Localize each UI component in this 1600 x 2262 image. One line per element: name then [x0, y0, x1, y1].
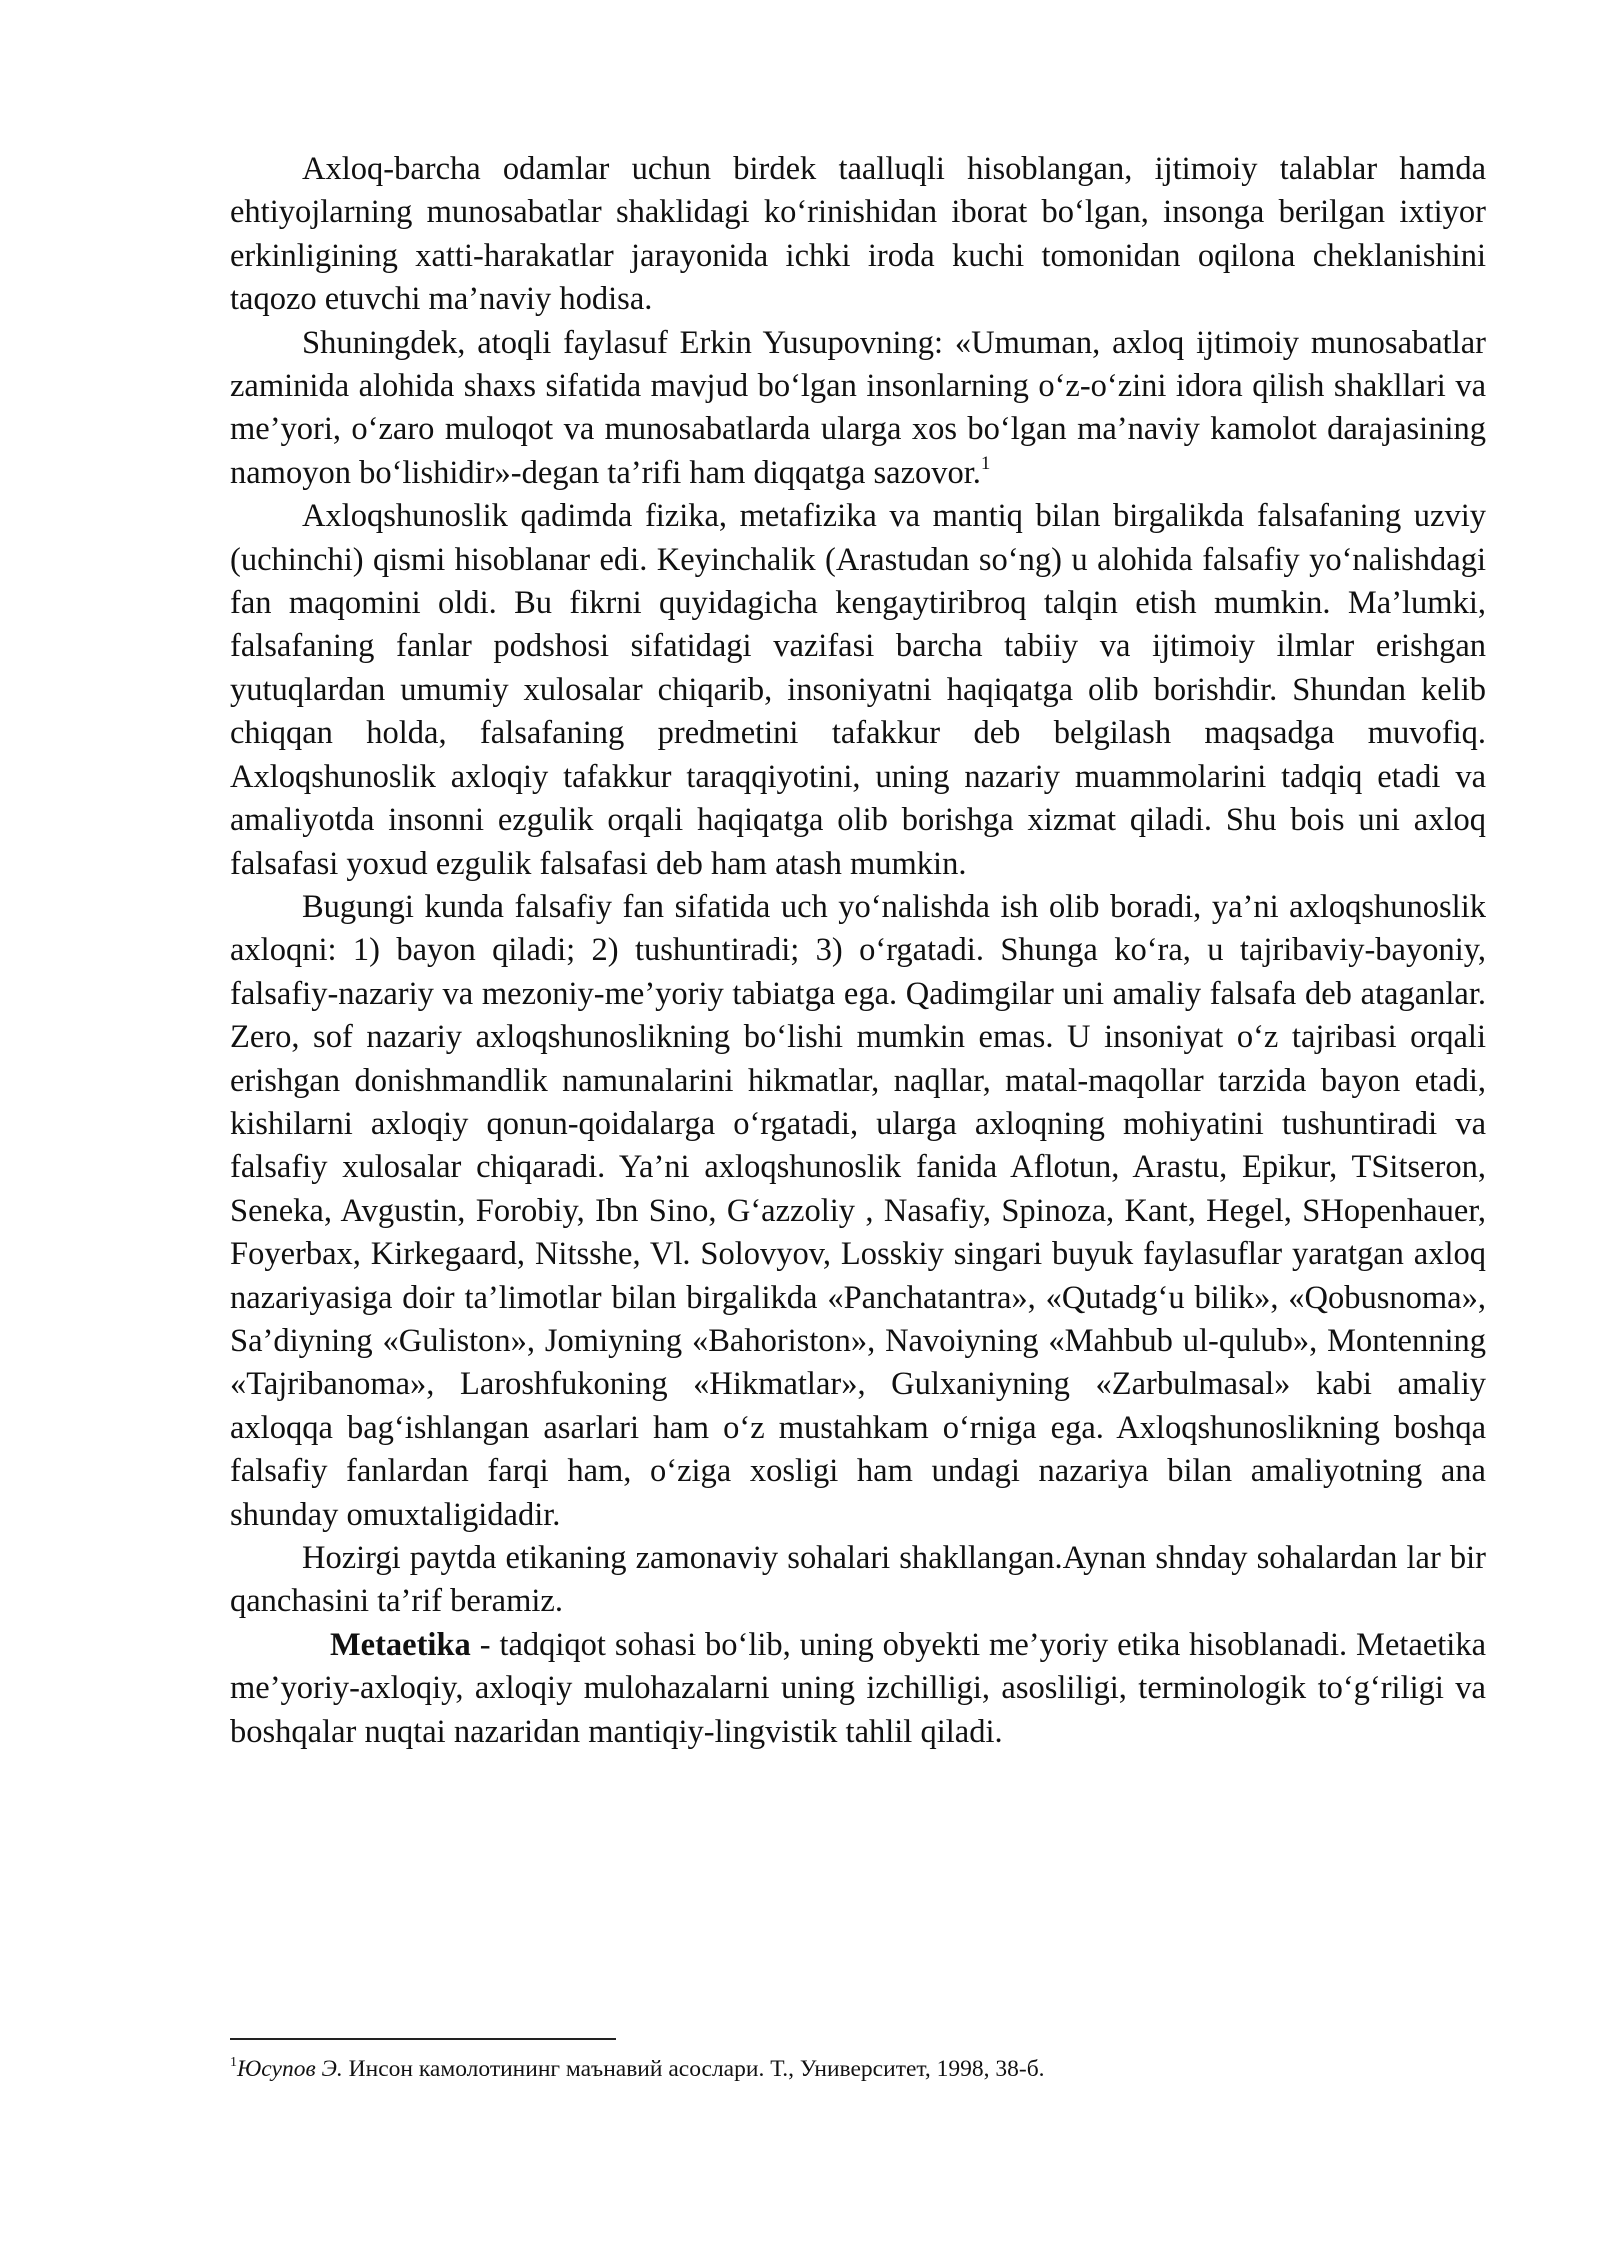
document-body — [230, 148, 1486, 1754]
paragraph-modern-fields — [230, 1537, 1486, 1624]
paragraph-axloqshunoslik-history — [230, 495, 1486, 886]
footnote — [230, 2054, 1486, 2084]
paragraph-yusupov-quote — [230, 322, 1486, 496]
term-metaetika: Metaetika — [330, 1626, 471, 1663]
paragraph-text: Shuningdek, atoqli faylasuf Erkin Yusupovning: «Umuman, axloq ijtimoiy munosabatlar zaminida alohida shaxs sifatida mavjud bo‘lgan insonlarning o‘z-o‘zini idora qilish shakllari va me’yori, o‘zaro muloqot va munosabatlarda ularga xos bo‘lgan ma’naviy kamolot darajasining namoyon bo‘lishidir»-degan ta’rifi ham diqqatga sazovor. — [230, 324, 1486, 491]
paragraph-text: Axloqshunoslik qadimda fizika, metafizika va mantiq bilan birgalikda falsafaning uzviy (uchinchi) qismi hisoblanar edi. Keyinchalik (Arastudan so‘ng) u alohida falsafiy yo‘nalishdagi fan maqomini oldi. Bu fikrni quyidagicha kengaytiribroq talqin etish mumkin. Ma’lumki, falsafaning fanlar podshosi sifatidagi vazifasi barcha tabiiy va ijtimoiy ilmlar erishgan yutuqlardan umumiy xulosalar chiqarib, insoniyatni haqiqatga olib borishdir. Shundan kelib chiqqan holda, falsafaning predmetini tafakkur deb belgilash maqsadga muvofiq. Axloqshunoslik axloqiy tafakkur taraqqiyotini, uning nazariy muammolarini tadqiq etadi va amaliyotda insonni ezgulik orqali haqiqatga olib borishga xizmat qiladi. Shu bois uni axloq falsafasi yoxud ezgulik falsafasi deb ham atash mumkin. — [230, 498, 1486, 882]
paragraph-text: - tadqiqot sohasi bo‘lib, uning obyekti me’yoriy etika hisoblanadi. Metaetika me’yoriy-axloqiy, axloqiy mulohazalarni uning izchilligi, asosliligi, terminologik to‘g‘riligi va boshqalar nuqtai nazaridan mantiqiy-lingvistik tahlil qiladi. — [230, 1626, 1486, 1750]
paragraph-text: Hozirgi paytda etikaning zamonaviy sohalari shakllangan.Aynan shnday sohalardan lar bir qanchasini ta’rif beramiz. — [230, 1540, 1486, 1620]
footnote-author: Юсупов Э. — [237, 2056, 343, 2082]
footnote-text: Инсон камолотининг маънавий асослари. Т., Университет, 1998, 38-б. — [342, 2056, 1045, 2082]
paragraph-metaetika — [230, 1624, 1486, 1754]
paragraph-three-directions — [230, 886, 1486, 1537]
footnote-reference[interactable]: 1 — [980, 452, 991, 474]
footnote-divider — [230, 2038, 616, 2040]
paragraph-text: Axloq-barcha odamlar uchun birdek taalluqli hisoblangan, ijtimoiy talablar hamda ehtiyojlarning munosabatlar shaklidagi ko‘rinishidan iborat bo‘lgan, insonga berilgan ixtiyor erkinligining xatti-harakatlar jarayonida ichki iroda kuchi tomonidan oqilona cheklanishini taqozo etuvchi ma’naviy hodisa. — [230, 151, 1486, 318]
paragraph-text: Bugungi kunda falsafiy fan sifatida uch yo‘nalishda ish olib boradi, ya’ni axloqshunoslik axloqni: 1) bayon qiladi; 2) tushuntiradi; 3) o‘rgatadi. Shunga ko‘ra, u tajribaviy-bayoniy, falsafiy-nazariy va mezoniy-me’yoriy tabiatga ega. Qadimgilar uni amaliy falsafa deb ataganlar. Zero, sof nazariy axloqshunoslikning bo‘lishi mumkin emas. U insoniyat o‘z tajribasi orqali erishgan donishmandlik namunalarini hikmatlar, naqllar, matal-maqollar tarzida bayon etadi, kishilarni axloqiy qonun-qoidalarga o‘rgatadi, ularga axloqning mohiyatini tushuntiradi va falsafiy xulosalar chiqaradi. Ya’ni axloqshunoslik fanida Aflotun, Arastu, Epikur, TSitseron, Seneka, Avgustin, Forobiy, Ibn Sino, G‘azzoliy , Nasafiy, Spinoza, Kant, Hegel, SHopenhauer, Foyerbax, Kirkegaard, Nitsshe, Vl. Solovyov, Losskiy singari buyuk faylasuflar yaratgan axloq nazariyasiga doir ta’limotlar bilan birgalikda «Panchatantra», «Qutadg‘u bilik», «Qobusnoma», Sa’diyning «Guliston», Jomiyning «Bahoriston», Navoiyning «Mahbub ul-qulub», Montenning «Tajribanoma», Laroshfukoning «Hikmatlar», Gulxaniyning «Zarbulmasal» kabi amaliy axloqqa bag‘ishlangan asarlari ham o‘z mustahkam o‘rniga ega. Axloqshunoslikning boshqa falsafiy fanlardan farqi ham, o‘ziga xosligi ham undagi nazariya bilan amaliyotning ana shunday omuxtaligidadir. — [230, 888, 1486, 1533]
paragraph-axloq-definition — [230, 148, 1486, 322]
footnote-mark: 1 — [230, 2055, 237, 2070]
